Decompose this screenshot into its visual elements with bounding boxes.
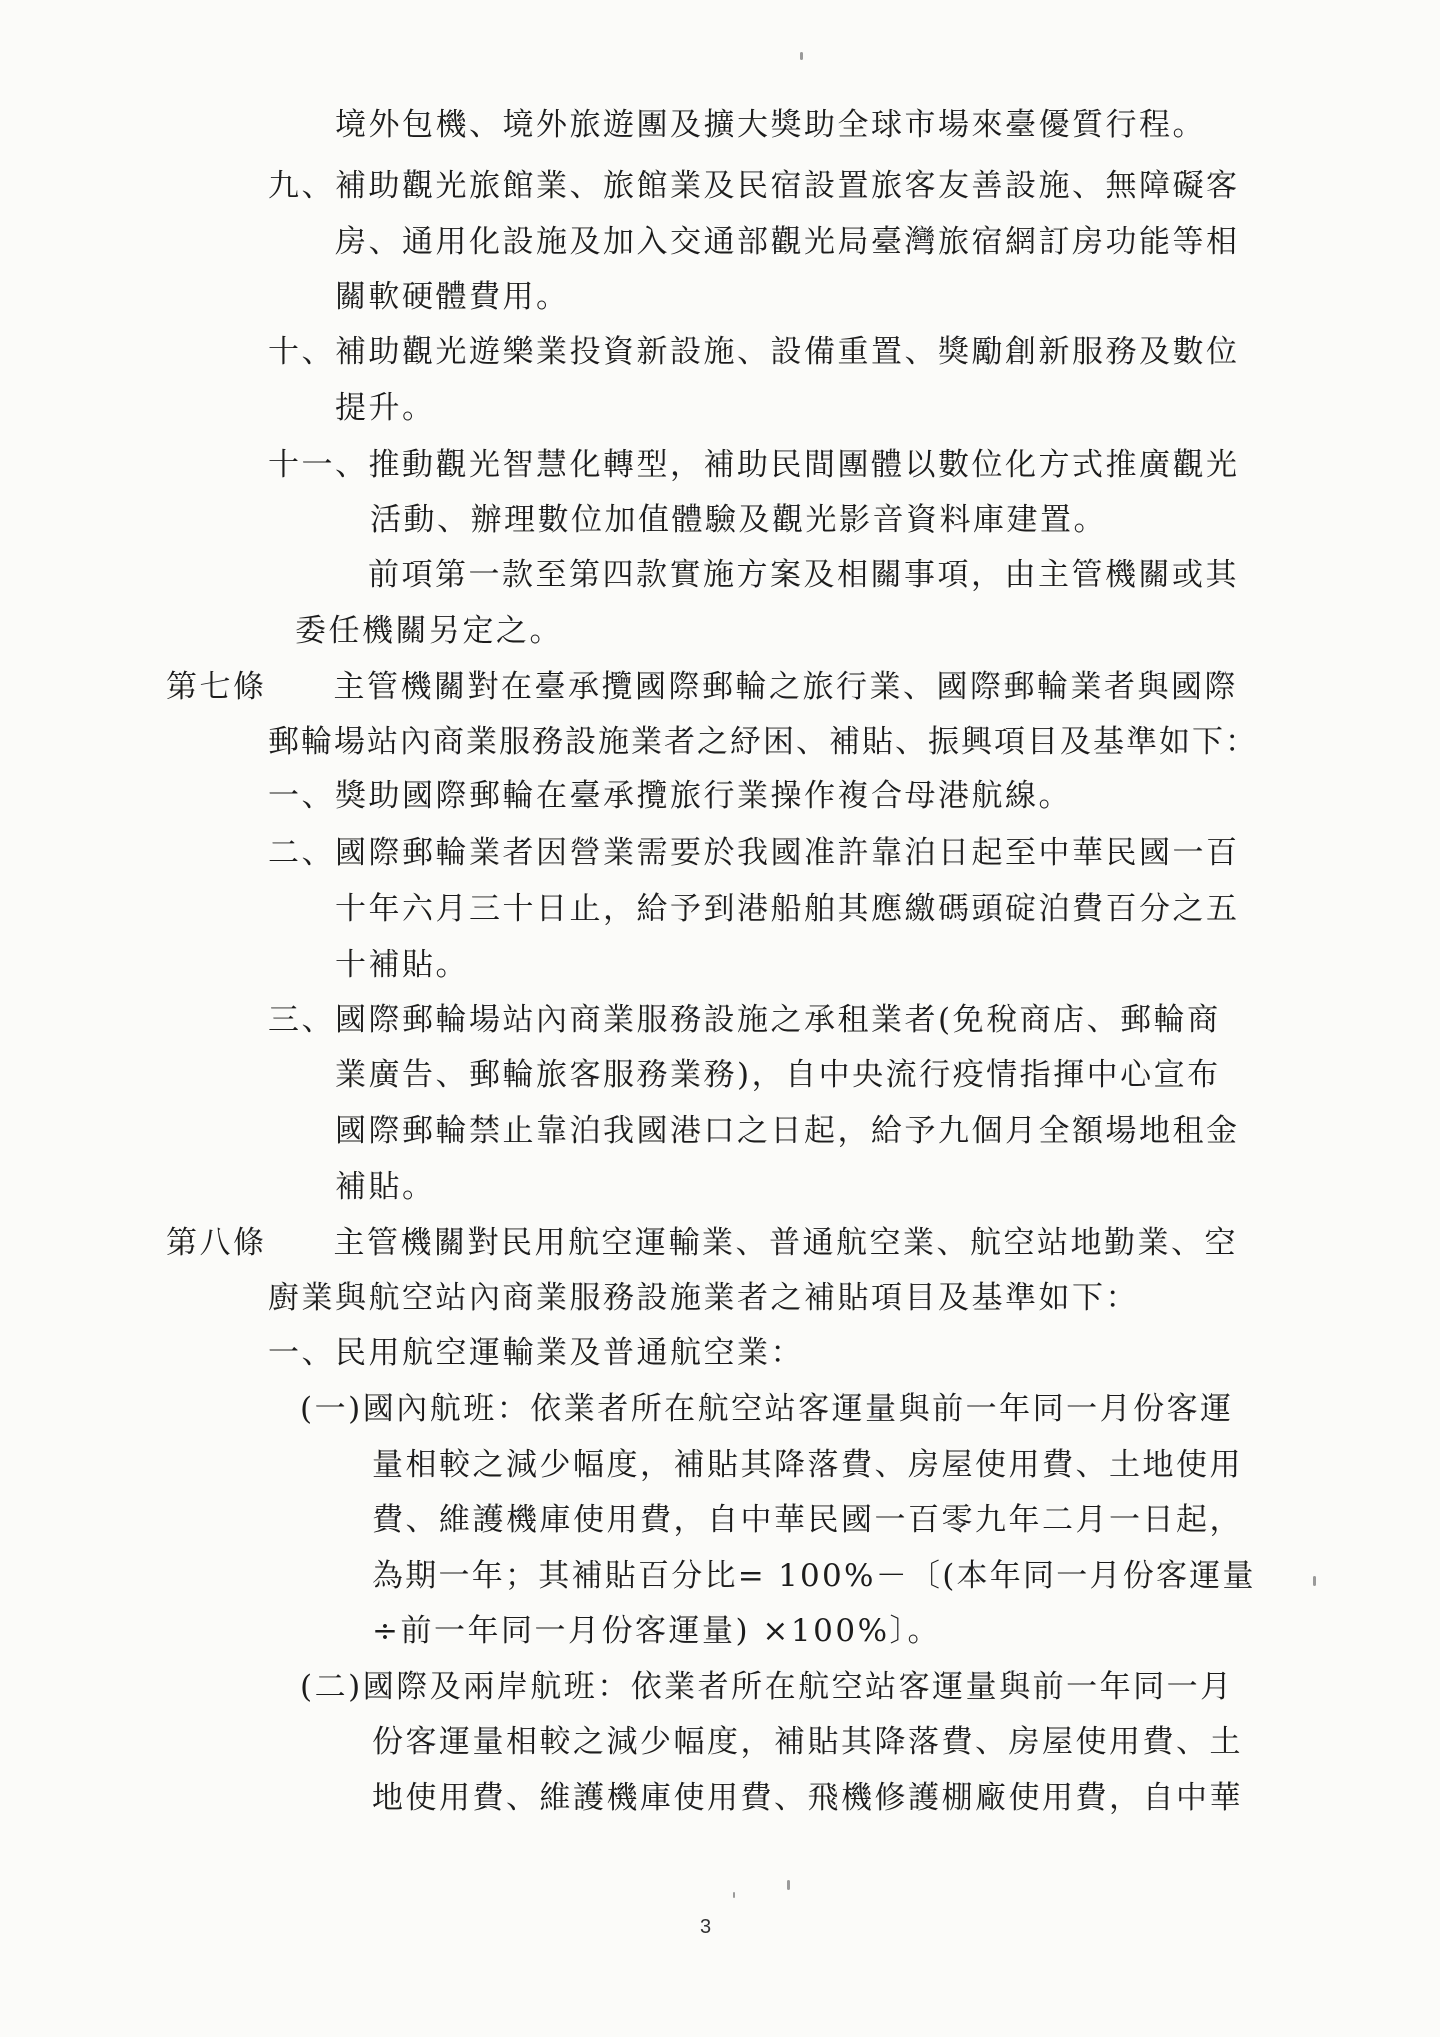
text-line: 量相較之減少幅度，補貼其降落費、房屋使用費、土地使用: [372, 1447, 1243, 1483]
text-line: (一)國內航班：依業者所在航空站客運量與前一年同一月份客運: [300, 1391, 1234, 1427]
text-line: 費、維護機庫使用費，自中華民國一百零九年二月一日起，: [372, 1502, 1243, 1538]
article-heading: 第八條 主管機關對民用航空運輸業、普通航空業、航空站地勤業、空: [166, 1225, 1238, 1261]
scan-speck: [787, 1880, 790, 1890]
text-line: (二)國際及兩岸航班：依業者所在航空站客運量與前一年同一月: [300, 1669, 1234, 1705]
text-line: 境外包機、境外旅遊團及擴大獎助全球市場來臺優質行程。: [335, 107, 1206, 143]
article-heading: 第七條 主管機關對在臺承攬國際郵輪之旅行業、國際郵輪業者與國際: [166, 669, 1238, 705]
text-line: 為期一年；其補貼百分比= 100%－〔(本年同一月份客運量: [372, 1558, 1256, 1594]
scan-speck: [800, 52, 803, 60]
text-line: 活動、辦理數位加值體驗及觀光影音資料庫建置。: [370, 502, 1107, 538]
text-line: 廚業與航空站內商業服務設施業者之補貼項目及基準如下：: [268, 1280, 1139, 1316]
text-line: 地使用費、維護機庫使用費、飛機修護棚廠使用費，自中華: [372, 1780, 1243, 1816]
scan-speck: [733, 1892, 735, 1898]
text-line: 國際郵輪禁止靠泊我國港口之日起，給予九個月全額場地租金: [335, 1113, 1240, 1149]
page-number: 3: [700, 1916, 712, 1938]
text-line: ÷前一年同一月份客運量) ×100%〕。: [372, 1613, 942, 1649]
text-line: 十、補助觀光遊樂業投資新設施、設備重置、獎勵創新服務及數位: [268, 334, 1240, 370]
text-line: 十補貼。: [335, 947, 469, 983]
text-line: 業廣告、郵輪旅客服務業務)，自中央流行疫情指揮中心宣布: [335, 1057, 1221, 1093]
text-line: 三、國際郵輪場站內商業服務設施之承租業者(免稅商店、郵輪商: [268, 1002, 1221, 1038]
text-line: 補貼。: [335, 1169, 436, 1205]
text-line: 提升。: [335, 390, 436, 426]
text-line: 九、補助觀光旅館業、旅館業及民宿設置旅客友善設施、無障礙客: [268, 168, 1240, 204]
text-line: 房、通用化設施及加入交通部觀光局臺灣旅宿網訂房功能等相: [335, 224, 1240, 260]
text-line: 前項第一款至第四款實施方案及相關事項，由主管機關或其: [368, 557, 1239, 593]
text-line: 郵輪場站內商業服務設施業者之紓困、補貼、振興項目及基準如下：: [268, 724, 1258, 760]
text-line: 一、獎助國際郵輪在臺承攬旅行業操作複合母港航線。: [268, 778, 1072, 814]
scan-speck: [1313, 1576, 1316, 1586]
text-line: 一、民用航空運輸業及普通航空業：: [268, 1335, 804, 1371]
text-line: 十年六月三十日止，給予到港船舶其應繳碼頭碇泊費百分之五: [335, 891, 1240, 927]
text-line: 二、國際郵輪業者因營業需要於我國准許靠泊日起至中華民國一百: [268, 835, 1240, 871]
text-line: 份客運量相較之減少幅度，補貼其降落費、房屋使用費、土: [372, 1724, 1243, 1760]
text-line: 十一、推動觀光智慧化轉型，補助民間團體以數位化方式推廣觀光: [268, 447, 1240, 483]
text-line: 委任機關另定之。: [295, 613, 563, 649]
text-line: 關軟硬體費用。: [335, 279, 570, 315]
